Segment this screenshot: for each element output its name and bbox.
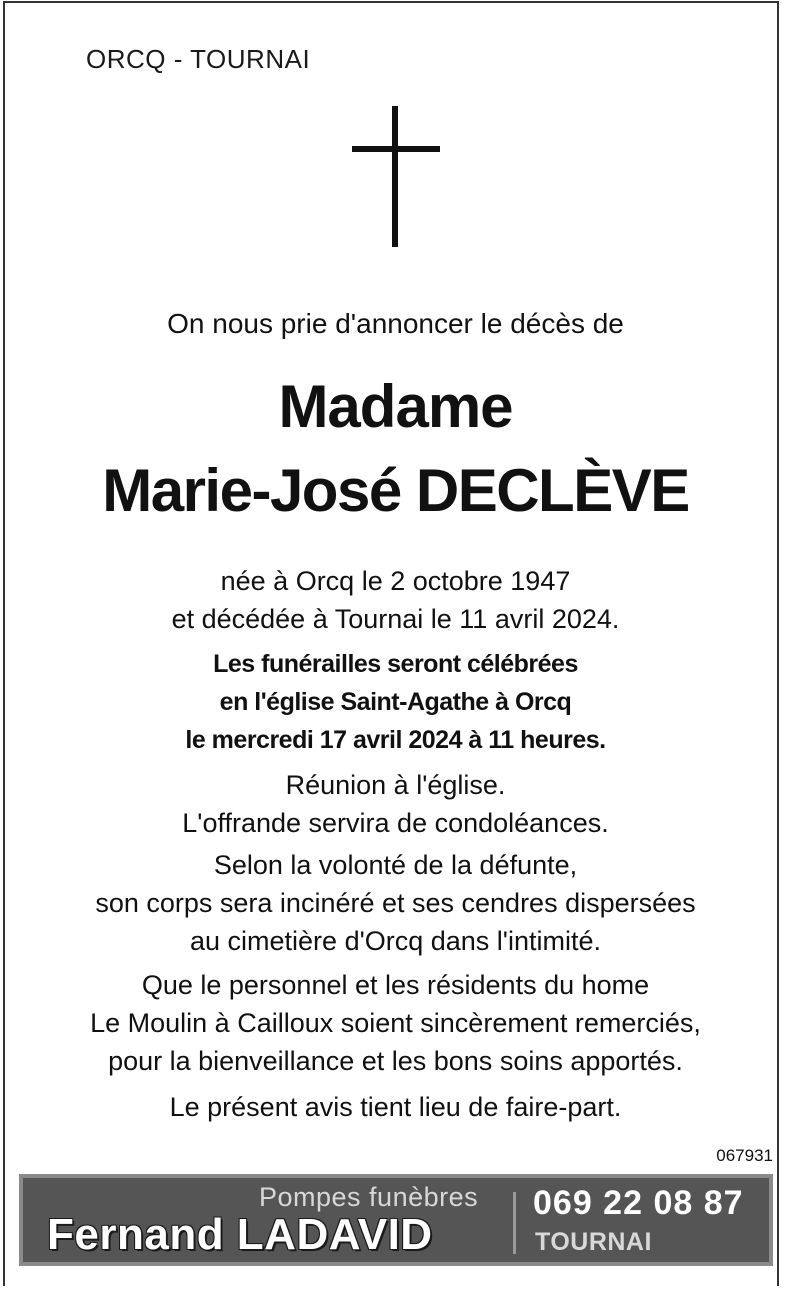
wish-line-3: au cimetière d'Orcq dans l'intimité. — [190, 926, 601, 956]
deceased-title: Madame — [278, 373, 513, 440]
funeral-line-2: en l'église Saint-Agathe à Orcq — [219, 688, 572, 716]
cross-horizontal-bar — [352, 146, 440, 152]
funeral-home-subtitle: Pompes funèbres — [259, 1182, 479, 1212]
offrande-text: L'offrande servira de condoléances. — [182, 808, 609, 838]
reference-number: 067931 — [716, 1146, 773, 1165]
location-header: ORCQ - TOURNAI — [86, 44, 311, 74]
thanks-line-3: pour la bienveillance et les bons soins apportés. — [108, 1046, 683, 1076]
funeral-home-banner — [19, 1174, 773, 1266]
banner-divider — [513, 1192, 516, 1254]
thanks-line-2: Le Moulin à Cailloux soient sincèrement remerciés, — [90, 1008, 701, 1038]
cross-vertical-bar — [392, 106, 398, 247]
birth-line: née à Orcq le 2 octobre 1947 — [220, 566, 571, 596]
funeral-line-3: le mercredi 17 avril 2024 à 11 heures. — [185, 726, 606, 754]
funeral-home-phone: 069 22 08 87 — [533, 1184, 744, 1222]
thanks-line-1: Que le personnel et les résidents du home — [141, 970, 650, 1000]
funeral-home-name: Fernand LADAVID — [47, 1210, 433, 1259]
reunion-text: Réunion à l'église. — [285, 770, 506, 800]
wish-line-1: Selon la volonté de la défunte, — [213, 850, 578, 880]
notice-text: Le présent avis tient lieu de faire-part. — [169, 1092, 622, 1122]
intro-text: On nous prie d'annoncer le décès de — [167, 308, 624, 339]
deceased-name: Marie-José DECLÈVE — [102, 457, 689, 524]
funeral-home-city: TOURNAI — [535, 1228, 652, 1256]
death-line: et décédée à Tournai le 11 avril 2024. — [171, 604, 620, 634]
wish-line-2: son corps sera incinéré et ses cendres dispersées — [95, 888, 696, 918]
funeral-line-1: Les funérailles seront célébrées — [213, 650, 578, 678]
